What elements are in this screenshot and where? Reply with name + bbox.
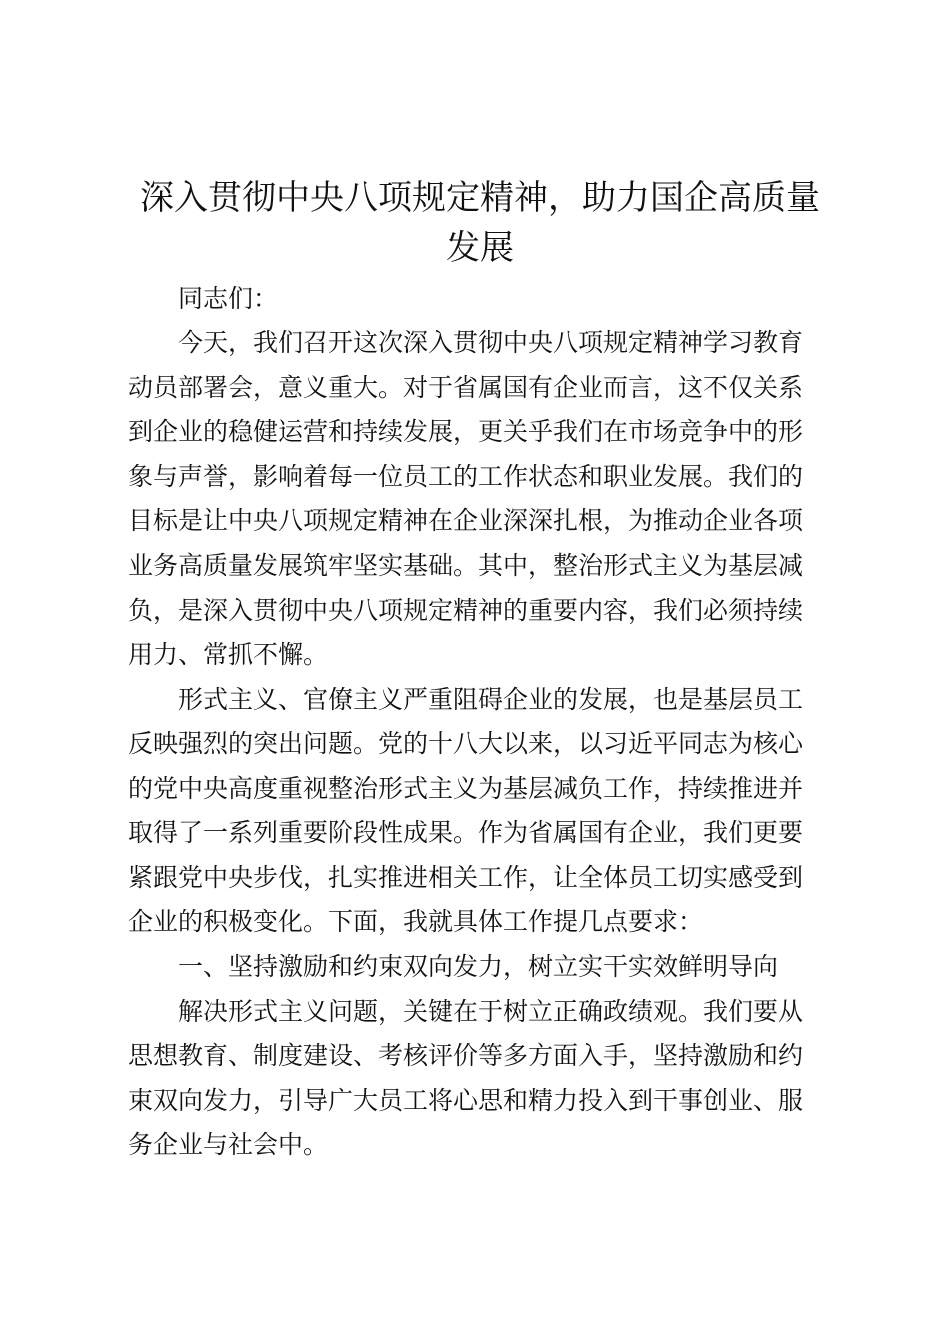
paragraph-line: 象与声誉，影响着每一位员工的工作状态和职业发展。我们的 — [128, 462, 804, 491]
paragraph-line: 负，是深入贯彻中央八项规定精神的重要内容，我们必须持续 — [128, 596, 804, 625]
paragraph-line: 思想教育、制度建设、考核评价等多方面入手，坚持激励和约 — [128, 1041, 804, 1070]
paragraph-line: 紧跟党中央步伐，扎实推进相关工作，让全体员工切实感受到 — [128, 863, 804, 892]
paragraph-line: 企业的积极变化。下面，我就具体工作提几点要求： — [128, 907, 704, 936]
paragraph-line: 今天，我们召开这次深入贯彻中央八项规定精神学习教育 — [178, 328, 804, 357]
paragraph-line: 到企业的稳健运营和持续发展，更关乎我们在市场竞争中的形 — [128, 417, 804, 446]
paragraph-line: 解决形式主义问题，关键在于树立正确政绩观。我们要从 — [178, 997, 804, 1026]
paragraph-line: 取得了一系列重要阶段性成果。作为省属国有企业，我们更要 — [128, 818, 804, 847]
paragraph-line: 务企业与社会中。 — [128, 1130, 329, 1159]
paragraph-line: 反映强烈的突出问题。党的十八大以来，以习近平同志为核心 — [128, 729, 804, 758]
salutation: 同志们： — [178, 284, 279, 313]
paragraph-line: 形式主义、官僚主义严重阻碍企业的发展，也是基层员工 — [178, 685, 804, 714]
paragraph-line: 的党中央高度重视整治形式主义为基层减负工作，持续推进并 — [128, 774, 804, 803]
document-title-line-2: 发展 — [446, 228, 514, 268]
paragraph-line: 束双向发力，引导广大员工将心思和精力投入到干事创业、服 — [128, 1086, 804, 1115]
paragraph-line: 目标是让中央八项规定精神在企业深深扎根，为推动企业各项 — [128, 506, 804, 535]
paragraph-line: 业务高质量发展筑牢坚实基础。其中，整治形式主义为基层减 — [128, 551, 804, 580]
section-heading: 一、坚持激励和约束双向发力，树立实干实效鲜明导向 — [178, 952, 779, 981]
paragraph-line: 用力、常抓不懈。 — [128, 640, 329, 669]
document-title-line-1: 深入贯彻中央八项规定精神，助力国企高质量 — [140, 178, 820, 218]
paragraph-line: 动员部署会，意义重大。对于省属国有企业而言，这不仅关系 — [128, 373, 804, 402]
